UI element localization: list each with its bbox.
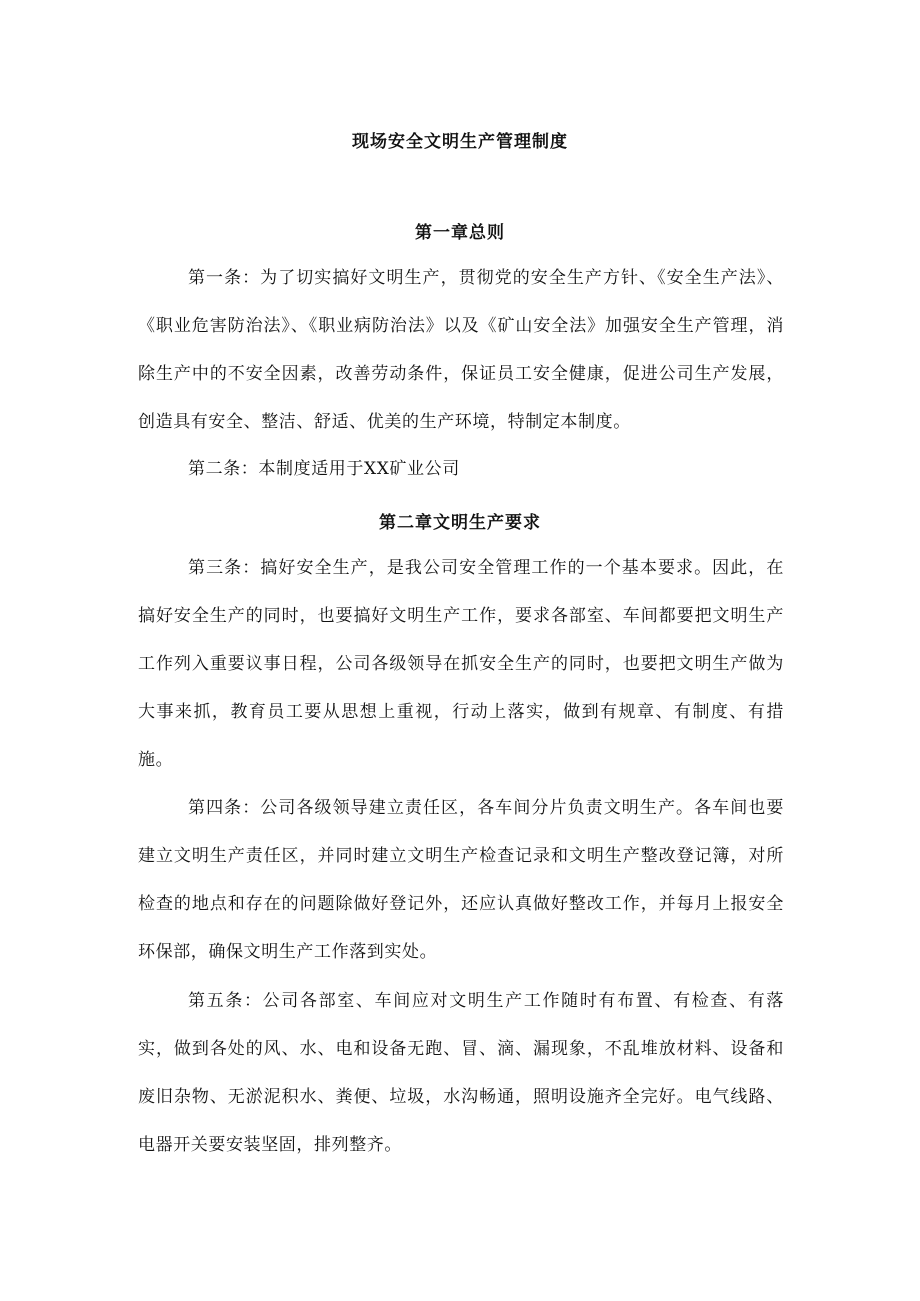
chapter-1-heading: 第一章总则 xyxy=(415,223,505,243)
document-title: 现场安全文明生产管理制度 xyxy=(352,132,568,152)
article-2: 第二条：本制度适用于XX矿业公司 xyxy=(188,459,460,479)
chapter-2-heading: 第二章文明生产要求 xyxy=(379,513,541,533)
article-1: 第一条：为了切实搞好文明生产，贯彻党的安全生产方针、《安全生产法》、《职业危害防治法》、《职业病防治法》以及《矿山安全法》加强安全生产管理，消除生产中的不安全因素，改善劳动条件，保证员工安全健康，促进公司生产发展，创造具有安全、整洁、舒适、优美的生产环境，特制定本制度。 xyxy=(138,268,784,432)
article-4: 第四条：公司各级领导建立责任区，各车间分片负责文明生产。各车间也要建立文明生产责任区，并同时建立文明生产检查记录和文明生产整改登记簿，对所检查的地点和存在的问题除做好登记外，还应认真做好整改工作，并每月上报安全环保部，确保文明生产工作落到实处。 xyxy=(138,798,784,962)
article-5: 第五条：公司各部室、车间应对文明生产工作随时有布置、有检查、有落实，做到各处的风、水、电和设备无跑、冒、滴、漏现象，不乱堆放材料、设备和废旧杂物、无淤泥积水、粪便、垃圾，水沟畅通，照明设施齐全完好。电气线路、电器开关要安装坚固，排列整齐。 xyxy=(138,991,784,1155)
article-3: 第三条：搞好安全生产，是我公司安全管理工作的一个基本要求。因此，在搞好安全生产的同时，也要搞好文明生产工作，要求各部室、车间都要把文明生产工作列入重要议事日程，公司各级领导在抓安全生产的同时，也要把文明生产做为大事来抓，教育员工要从思想上重视，行动上落实，做到有规章、有制度、有措施。 xyxy=(138,558,784,770)
